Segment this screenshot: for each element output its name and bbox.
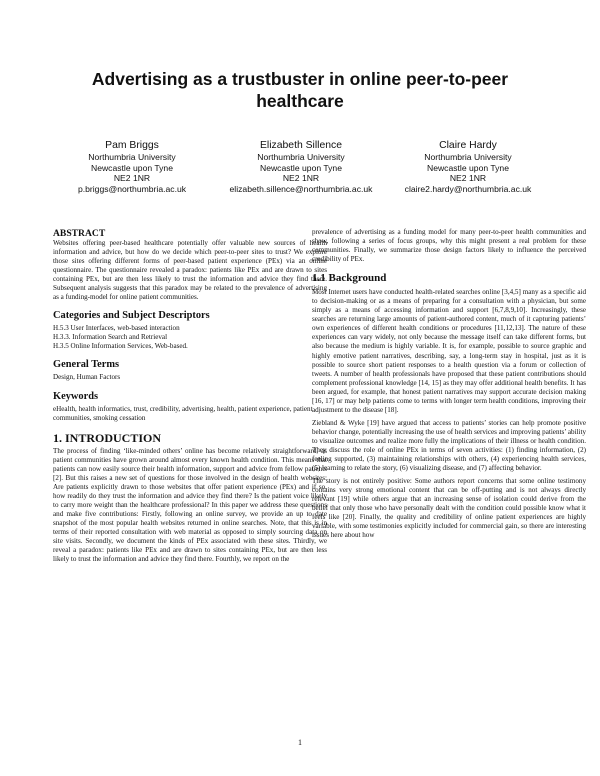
general-terms-text: Design, Human Factors [53, 373, 121, 382]
abstract-heading: ABSTRACT [53, 228, 106, 239]
left-column [53, 228, 327, 568]
author-name: Claire Hardy [439, 140, 497, 151]
right-column [312, 228, 586, 544]
general-terms-heading: General Terms [53, 359, 120, 371]
category-item: H.3.3. Information Search and Retrieval [53, 333, 168, 342]
author-block [0, 139, 600, 199]
author-affiliation: Northumbria University [257, 152, 345, 162]
author-email: elizabeth.sillence@northumbria.ac.uk [229, 183, 373, 194]
introduction-paragraph: The process of finding ‘like-minded others’ online has become relatively straightforward, as patient communities have grown around almost every known health condition. This means that patients can now easily source their health information, support and advice from fellow patients [2]. But this raises a new set of questions for those involved in the design of health websites: Are patients explicitly drawn to those websites that offer patient experience (PEx) and if so, how readily do they trust the information and advice they find there? Is the patient voice likely to carry more weight than the healthcare professional? In this paper we address these questions and make five contributions: Firstly, following an online survey, we provide an up to date snapshot of the most popular health websites returned in online searches. Note, that this is in terms of their reported consultation with web material as opposed to simply sourcing data on site visits. Secondly, we document the kinds of PEx associated with these sites. Thirdly, we reveal a paradox: patients like PEx and are drawn to sites containing PEx, but are then less likely to trust the information and advice they find there. Fourthly, we report on the [53, 446, 327, 564]
background-paragraph: The story is not entirely positive: Some authors report concerns that some online testimony contains very strong emotional content that can be off-putting and is not always directly relevant [19] while others argue that an increasing sense of isolation could derive from the belief that only those who have personally dealt with the condition could possible know what it feels like [20]. Finally, the quality and credibility of online patient experiences are highly variable, with some testimonies explicitly included for commercial gain, so there are interesting issues here about how [312, 477, 586, 540]
author-affiliation: Northumbria University [88, 152, 176, 162]
author-3 [368, 139, 568, 194]
paper-title: Advertising as a trustbuster in online peer-to-peer healthcare [91, 69, 509, 111]
category-item: H.5.3 User Interfaces, web-based interaction [53, 324, 180, 333]
categories-list [53, 324, 327, 351]
author-postcode: NE2 1NR [282, 173, 320, 184]
introduction-heading: 1. INTRODUCTION [53, 430, 162, 445]
background-heading: 1.1 Background [312, 272, 387, 285]
author-email: p.briggs@northumbria.ac.uk [77, 183, 187, 194]
author-postcode: NE2 1NR [113, 173, 151, 184]
keywords-heading: Keywords [53, 390, 99, 402]
abstract-text: Websites offering peer-based healthcare potentially offer valuable new sources of health information and advice, but how do we decide which peer-to-peer sites to trust? We explore those sites offering different forms of peer-based patient experience (PEx) via an online questionnaire. The questionnaire revealed a paradox: patients like PEx and are drawn to sites containing PEx, but are then less likely to trust the information and advice they find there. Subsequent analysis suggests that this paradox may be related to the prevalence of advertising as a funding-model for online patient communities. [53, 239, 327, 302]
page-number: 1 [298, 738, 302, 747]
background-paragraph: Most Internet users have conducted health-related searches online [3,4,5] many as a specific aid to decision-making or as a means of preparing for a consultation with a physician, but some simply as a means of accessing information and support [6,7,8,9,10]. Increasingly, these searches are returning large amounts of patient-authored content, much of it capturing patients’ own experiences of different health conditions or procedures [11,12,13]. The nature of these experiences can vary widely, not only because the message itself can take different forms, but also because the medium is highly variable. It is, for example, possible to source graphic and highly emotive patient narratives, describing, say, a long-term stay in hospital, just as it is possible to source short patient responses to a health question via a forum or collection of tweets. A number of health professionals have proposed that these patient contributions should complement professional knowledge [14, 15] as they may offer additional health benefits. It has been argued, for example, that honest patient narratives may support accurate decision making [16, 17] or may help patients come to terms with longer term health conditions, improving their adjustment to the disease [18]. [312, 288, 586, 414]
author-name: Elizabeth Sillence [259, 140, 343, 151]
author-postcode: NE2 1NR [449, 173, 487, 184]
author-city: Newcastle upon Tyne [90, 162, 173, 173]
background-paragraph: Ziebland & Wyke [19] have argued that access to patients’ stories can help promote positive behavior change, potentially increasing the use of health services and improving patients’ ability to visualize outcomes and realize more fully the implications of their illness or health condition. They discuss the role of online PEx in terms of seven activities: (1) finding information, (2) feeling supported, (3) maintaining relationships with others, (4) experiencing health services, (5) learning to relate the story, (6) visualizing disease, and (7) affecting behavior. [312, 418, 586, 473]
author-affiliation: Northumbria University [424, 152, 512, 162]
author-city: Newcastle upon Tyne [259, 162, 342, 173]
author-city: Newcastle upon Tyne [426, 162, 509, 173]
introduction-continued: prevalence of advertising as a funding model for many peer-to-peer health communities and show, following a series of focus groups, why this might present a real problem for these communities. Finally, we summarize those design factors likely to influence the perceived credibility of PEx. [312, 228, 586, 264]
keywords-text: eHealth, health informatics, trust, credibility, advertising, health, patient experience, patient communities, smoking cessation [53, 404, 313, 422]
categories-heading: Categories and Subject Descriptors [53, 310, 210, 322]
author-name: Pam Briggs [105, 140, 159, 151]
author-email: claire2.hardy@northumbria.ac.uk [404, 183, 532, 194]
category-item: H.3.5 Online Information Services, Web-based. [53, 342, 188, 351]
